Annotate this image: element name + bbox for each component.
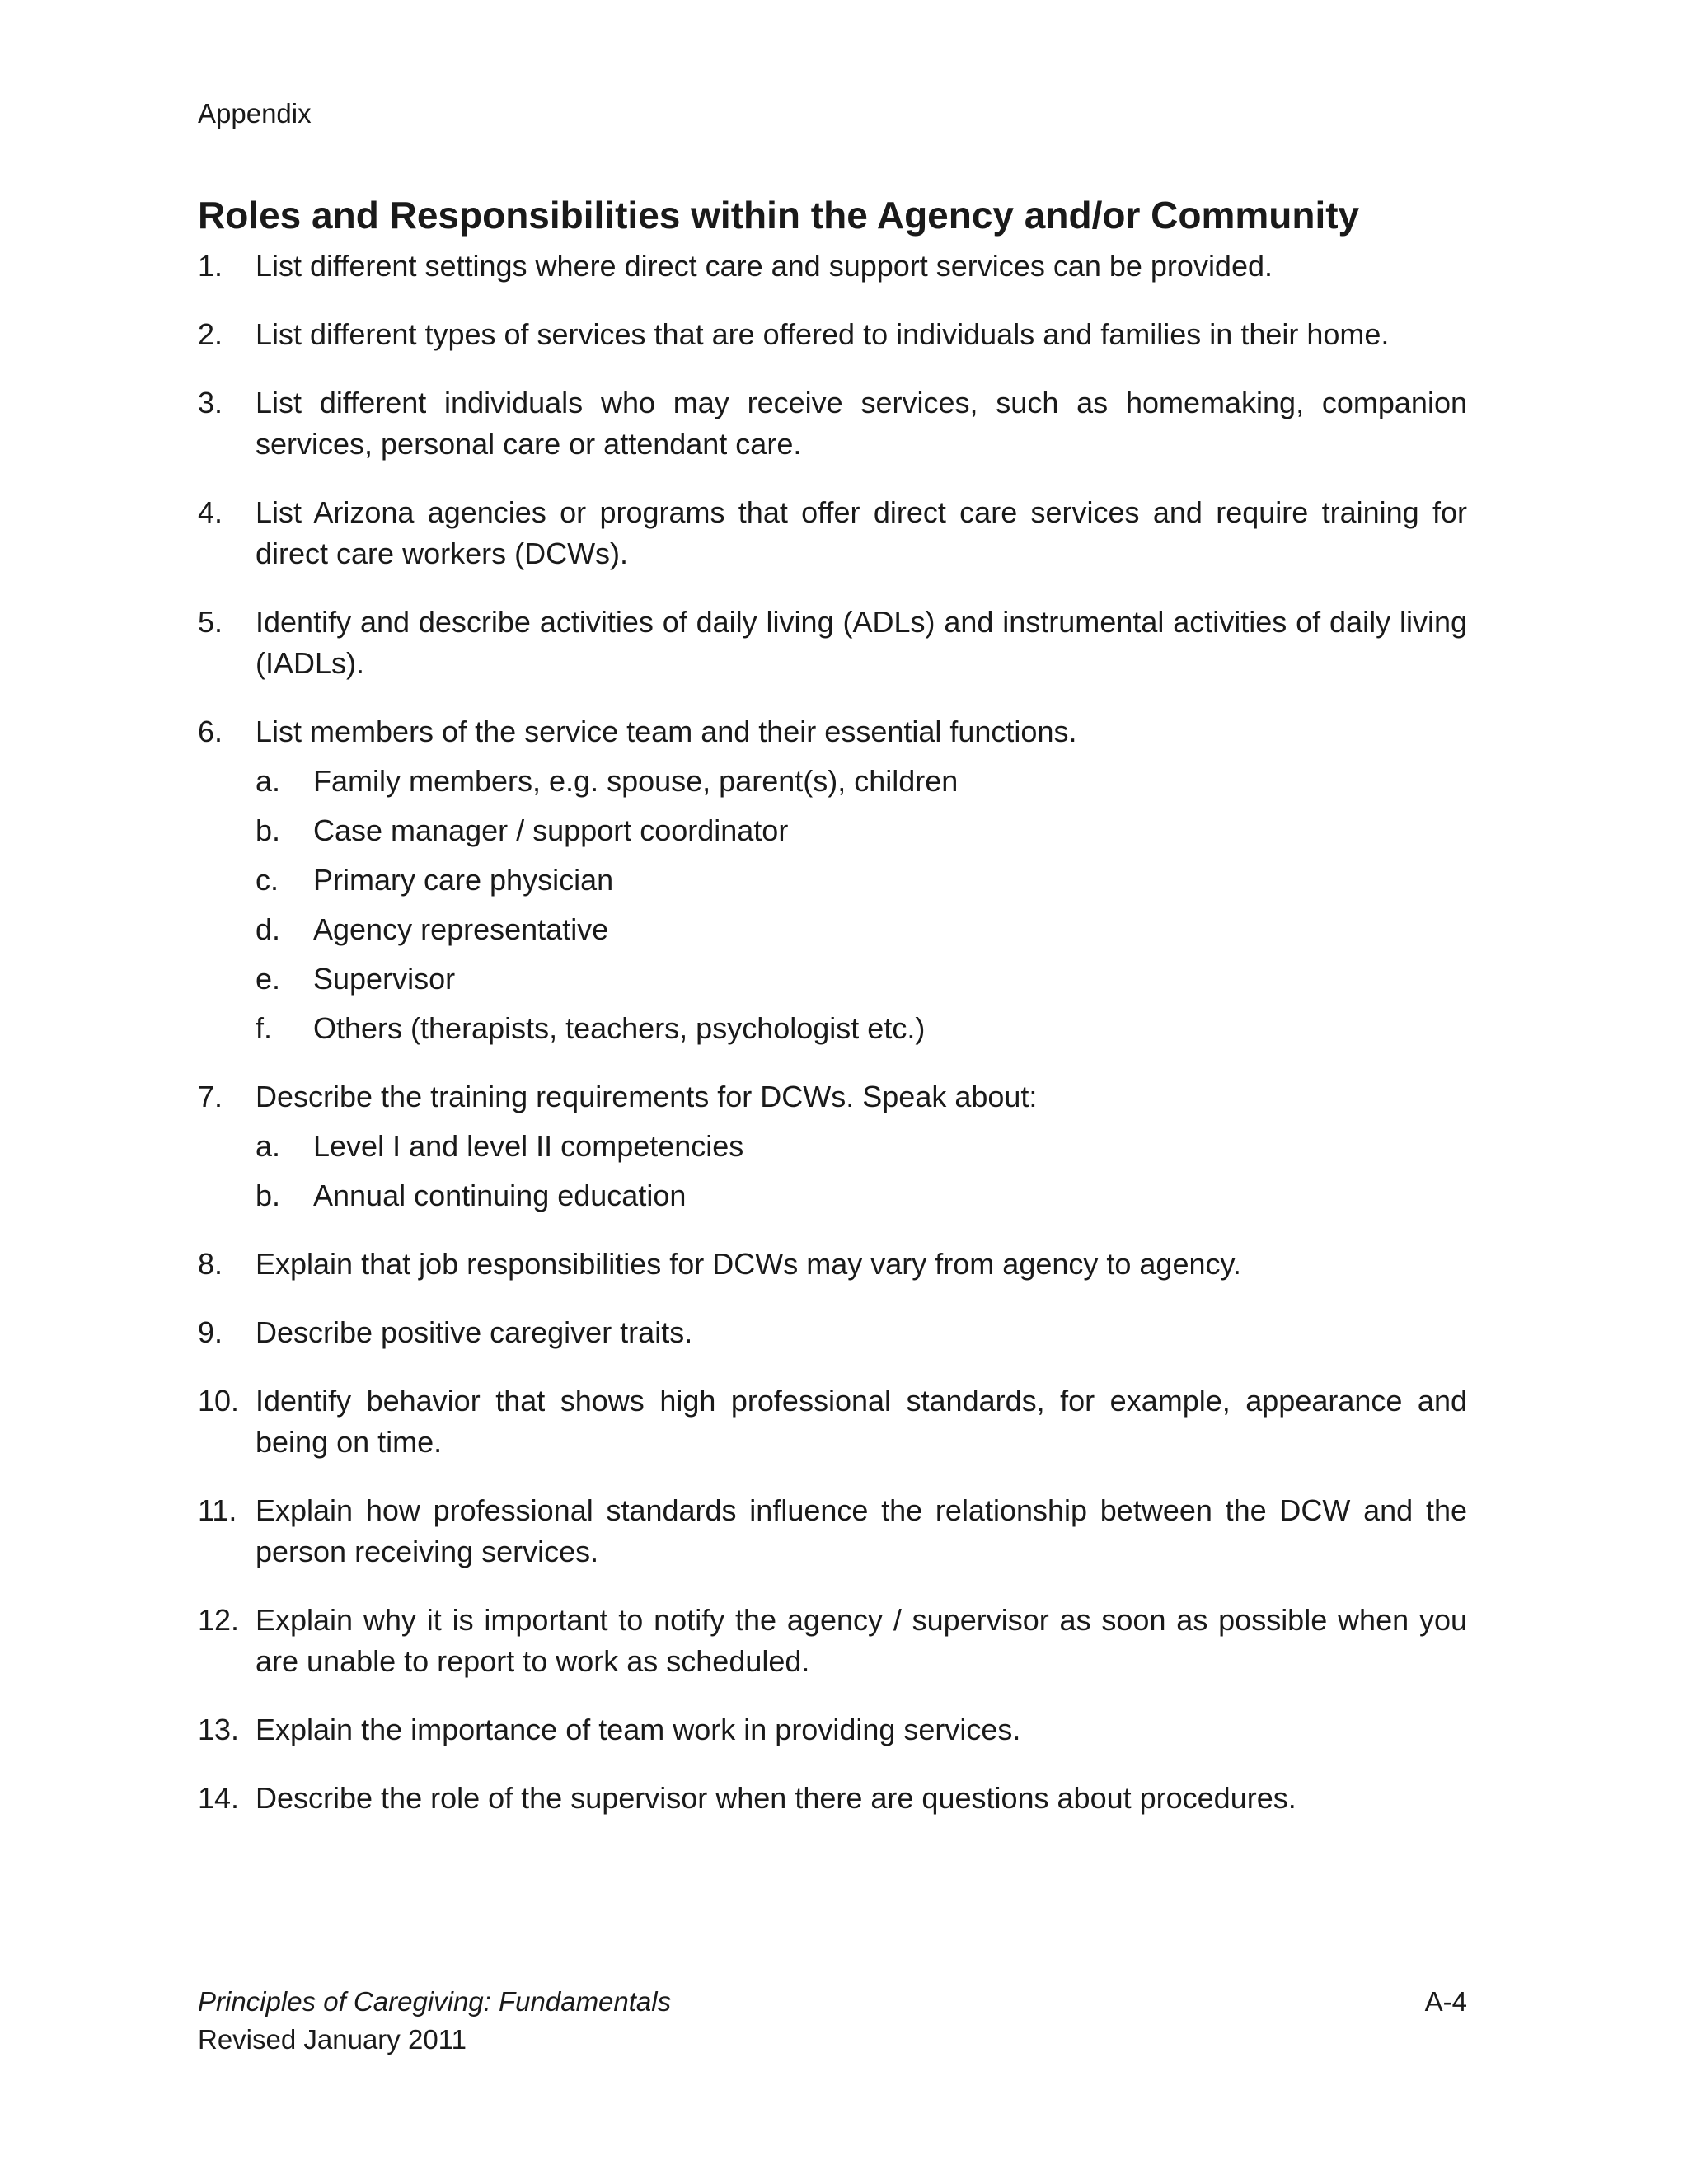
sub-item-letter: b. [256, 813, 281, 847]
footer-book-title: Principles of Caregiving: Fundamentals [198, 1986, 672, 2017]
sub-item-letter: c. [256, 863, 279, 897]
objective-item [198, 711, 1467, 1049]
footer-revision: Revised January 2011 [198, 2024, 467, 2055]
objective-number: 10. [198, 1384, 240, 1418]
objective-item [198, 1244, 1467, 1285]
objective-text: Describe positive caregiver traits. [256, 1315, 693, 1349]
objective-text: List different settings where direct care and support services can be provided. [256, 249, 1273, 283]
objective-number: 2. [198, 317, 223, 351]
objective-number: 3. [198, 386, 223, 419]
page-footer [198, 1983, 1467, 2059]
objective-text: Identify and describe activities of daily living (ADLs) and instrumental activities of daily living (IADLs). [256, 605, 1467, 680]
objective-item [198, 1778, 1467, 1819]
sub-item-letter: f. [256, 1011, 273, 1045]
objective-text: Explain that job responsibilities for DCWs may vary from agency to agency. [256, 1247, 1241, 1281]
objective-number: 9. [198, 1315, 223, 1349]
objective-text: List different individuals who may receive services, such as homemaking, companion services, personal care or attendant care. [256, 386, 1467, 461]
objective-item [198, 314, 1467, 355]
objective-number: 8. [198, 1247, 223, 1281]
objective-number: 4. [198, 495, 223, 529]
objective-number: 5. [198, 605, 223, 639]
main-content [198, 191, 1467, 1846]
objective-item [198, 1312, 1467, 1353]
sub-item [256, 860, 1467, 901]
objectives-list [198, 246, 1467, 1819]
sub-item [256, 1175, 1467, 1216]
objective-number: 12. [198, 1603, 240, 1637]
sub-item-text: Agency representative [313, 912, 609, 946]
objective-item [198, 1076, 1467, 1216]
sub-item [256, 958, 1467, 1000]
objective-text: Explain why it is important to notify the agency / supervisor as soon as possible when you are unable to report to work as scheduled. [256, 1603, 1467, 1678]
page-title: Roles and Responsibilities within the Agency and/or Community [198, 194, 1360, 237]
objective-item [198, 1380, 1467, 1463]
footer-page-number: A-4 [1424, 1986, 1467, 2017]
sub-item-letter: a. [256, 1129, 281, 1163]
objective-text: Describe the role of the supervisor when there are questions about procedures. [256, 1781, 1296, 1815]
sub-item-text: Case manager / support coordinator [313, 813, 789, 847]
sub-item-letter: d. [256, 912, 281, 946]
sub-item [256, 810, 1467, 851]
objective-text: List members of the service team and their essential functions. [256, 715, 1077, 748]
objective-text: List Arizona agencies or programs that offer direct care services and require training for direct care workers (DCWs). [256, 495, 1467, 570]
sub-item-text: Family members, e.g. spouse, parent(s), children [313, 764, 959, 798]
objective-text: Describe the training requirements for DCWs. Speak about: [256, 1080, 1038, 1113]
objective-number: 7. [198, 1080, 223, 1113]
sub-item [256, 761, 1467, 802]
sub-item-text: Level I and level II competencies [313, 1129, 744, 1163]
sub-item-text: Others (therapists, teachers, psychologist etc.) [313, 1011, 926, 1045]
sub-list [256, 1126, 1467, 1216]
objective-number: 1. [198, 249, 223, 283]
objective-item [198, 246, 1467, 287]
objective-item [198, 382, 1467, 465]
objective-number: 11. [198, 1493, 237, 1527]
sub-item [256, 1126, 1467, 1167]
objective-item [198, 1490, 1467, 1572]
sub-item-letter: a. [256, 764, 281, 798]
objective-text: List different types of services that are offered to individuals and families in their home. [256, 317, 1390, 351]
sub-item-text: Primary care physician [313, 863, 614, 897]
objective-number: 14. [198, 1781, 240, 1815]
sub-item [256, 1008, 1467, 1049]
sub-item-text: Supervisor [313, 962, 456, 996]
sub-item-letter: e. [256, 962, 281, 996]
objective-item [198, 602, 1467, 684]
objective-item [198, 492, 1467, 574]
running-header: Appendix [198, 98, 312, 129]
objective-text: Explain the importance of team work in providing services. [256, 1713, 1021, 1746]
objective-item [198, 1600, 1467, 1682]
objective-item [198, 1709, 1467, 1750]
sub-item-letter: b. [256, 1179, 281, 1212]
objective-number: 6. [198, 715, 223, 748]
objective-text: Explain how professional standards influence the relationship between the DCW and the person receiving services. [256, 1493, 1467, 1568]
objective-number: 13. [198, 1713, 240, 1746]
sub-item [256, 909, 1467, 950]
objective-text: Identify behavior that shows high professional standards, for example, appearance and being on time. [256, 1384, 1467, 1459]
sub-list [256, 761, 1467, 1049]
sub-item-text: Annual continuing education [313, 1179, 687, 1212]
